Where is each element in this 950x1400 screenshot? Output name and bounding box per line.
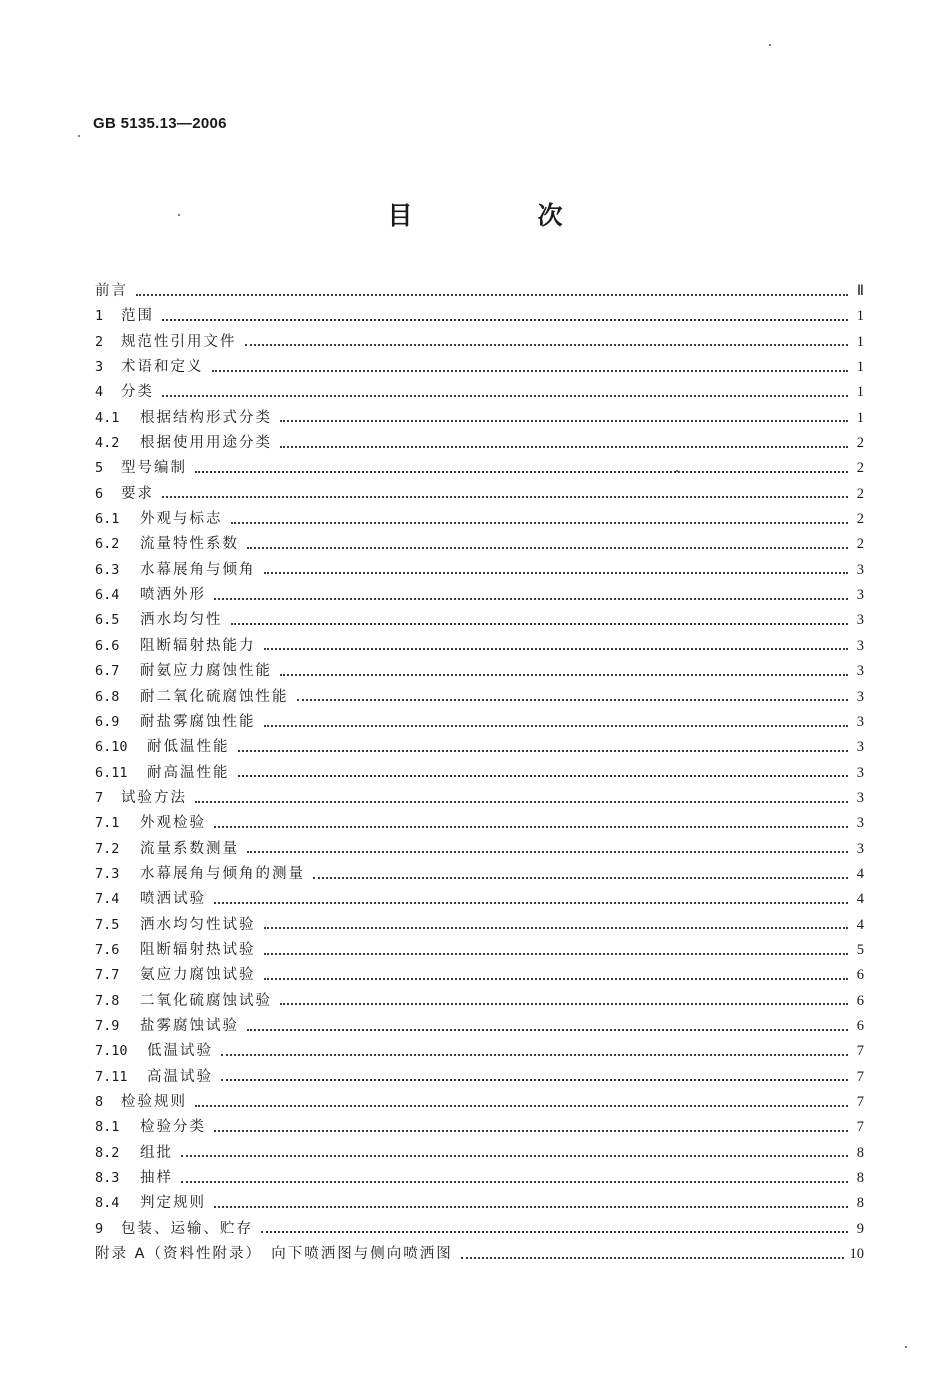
toc-entry-number: 6.1 (95, 511, 120, 528)
toc-entry-label: 喷洒外形 (140, 587, 206, 604)
toc-dot-leader (162, 395, 848, 397)
toc-entry-page: 3 (856, 815, 864, 832)
toc-entry-page: 2 (856, 536, 864, 553)
toc-entry-number: 7 (95, 789, 104, 806)
toc-entry-page: 8 (856, 1195, 864, 1212)
toc-entry-label: 抽样 (140, 1170, 173, 1187)
toc-entry[interactable] (95, 1191, 864, 1216)
toc-entry-label: 试验方法 (121, 789, 187, 806)
toc-entry-label: 耐盐雾腐蚀性能 (140, 713, 256, 730)
toc-entry-page: 1 (856, 384, 864, 401)
toc-dot-leader (214, 1130, 848, 1132)
toc-dot-leader (162, 496, 848, 498)
toc-entry-page: 3 (856, 561, 864, 578)
toc-entry-page: 10 (849, 1246, 864, 1263)
toc-entry-number: 4.1 (95, 409, 120, 426)
toc-entry[interactable] (95, 1141, 864, 1166)
scan-speck (676, 470, 678, 472)
toc-entry-page: 6 (856, 992, 864, 1009)
toc-dot-leader (280, 446, 848, 448)
toc-entry-label: 阻断辐射热试验 (140, 941, 256, 958)
toc-entry-page: 3 (856, 840, 864, 857)
toc-entry-number: 7.5 (95, 916, 120, 933)
toc-entry-page: 7 (856, 1043, 864, 1060)
toc-entry-label: 二氧化硫腐蚀试验 (140, 992, 272, 1009)
toc-entry-page: 8 (856, 1144, 864, 1161)
toc-entry-label: 喷洒试验 (140, 891, 206, 908)
toc-entry-label: 盐雾腐蚀试验 (140, 1017, 239, 1034)
toc-dot-leader (238, 750, 849, 752)
toc-entry[interactable] (95, 786, 864, 811)
toc-dot-leader (181, 1155, 848, 1157)
toc-dot-leader (264, 725, 849, 727)
toc-dot-leader (238, 775, 849, 777)
toc-entry-label: 耐高温性能 (147, 764, 230, 781)
toc-entry-label: 外观检验 (140, 815, 206, 832)
toc-dot-leader (264, 953, 849, 955)
toc-entry-page: 5 (856, 941, 864, 958)
toc-entry-page: 6 (856, 1017, 864, 1034)
toc-entry-number: 9 (95, 1220, 104, 1237)
toc-entry-number: 6.11 (95, 764, 128, 781)
toc-dot-leader (264, 978, 849, 980)
toc-entry[interactable] (95, 1014, 864, 1039)
toc-entry-page: 2 (856, 435, 864, 452)
toc-entry[interactable] (95, 558, 864, 583)
toc-entry-page: 3 (856, 587, 864, 604)
toc-dot-leader (247, 1029, 848, 1031)
toc-dot-leader (221, 1054, 848, 1056)
toc-entry-page: 1 (856, 409, 864, 426)
toc-entry-label: 低温试验 (147, 1043, 213, 1060)
toc-entry[interactable] (95, 279, 864, 304)
toc-entry-label: 耐氨应力腐蚀性能 (140, 663, 272, 680)
toc-entry-label: 耐低温性能 (147, 739, 230, 756)
toc-entry[interactable] (95, 685, 864, 710)
toc-entry-number: 7.9 (95, 1017, 120, 1034)
toc-entry-number: 6.8 (95, 688, 120, 705)
toc-dot-leader (280, 420, 848, 422)
toc-entry-label: 高温试验 (147, 1068, 213, 1085)
toc-dot-leader (214, 598, 848, 600)
toc-entry-page: 3 (856, 764, 864, 781)
toc-entry-page: 3 (856, 713, 864, 730)
toc-entry-page: 7 (856, 1068, 864, 1085)
toc-dot-leader (231, 623, 849, 625)
toc-entry[interactable] (95, 1242, 864, 1267)
toc-entry-label: 外观与标志 (140, 511, 223, 528)
toc-entry-number: 7.2 (95, 840, 120, 857)
toc-entry-label: 要求 (121, 485, 154, 502)
toc-entry-page: 4 (856, 891, 864, 908)
toc-entry[interactable] (95, 583, 864, 608)
toc-entry-label: 水幕展角与倾角的测量 (140, 865, 305, 882)
scan-speck (178, 214, 180, 216)
toc-dot-leader (247, 851, 848, 853)
toc-entry[interactable] (95, 482, 864, 507)
scan-speck (905, 1346, 907, 1348)
toc-entry-page: 3 (856, 663, 864, 680)
toc-entry[interactable] (95, 710, 864, 735)
toc-dot-leader (264, 927, 849, 929)
toc-entry[interactable] (95, 761, 864, 786)
toc-entry-page: 8 (856, 1170, 864, 1187)
toc-entry[interactable] (95, 355, 864, 380)
toc-entry-label: 根据结构形式分类 (140, 409, 272, 426)
toc-entry-number: 7.11 (95, 1068, 128, 1085)
toc-entry-number: 8.3 (95, 1170, 120, 1187)
toc-entry-page: 3 (856, 637, 864, 654)
toc-dot-leader (280, 1003, 848, 1005)
toc-entry-label: 流量系数测量 (140, 840, 239, 857)
toc-dot-leader (247, 547, 848, 549)
toc-entry-number: 7.3 (95, 865, 120, 882)
toc-entry[interactable] (95, 634, 864, 659)
toc-entry-number: 1 (95, 308, 104, 325)
toc-entry-page: 3 (856, 739, 864, 756)
toc-entry-label: 附录 A（资料性附录） 向下喷洒图与侧向喷洒图 (95, 1246, 453, 1263)
toc-entry-label: 判定规则 (140, 1195, 206, 1212)
toc-entry-number: 2 (95, 333, 104, 350)
toc-entry[interactable] (95, 1217, 864, 1242)
toc-entry[interactable] (95, 989, 864, 1014)
toc-entry-label: 阻断辐射热能力 (140, 637, 256, 654)
toc-dot-leader (162, 319, 848, 321)
toc-entry-number: 5 (95, 460, 104, 477)
toc-entry-label: 根据使用用途分类 (140, 435, 272, 452)
toc-entry-number: 7.10 (95, 1043, 128, 1060)
toc-entry[interactable] (95, 938, 864, 963)
toc-entry-label: 范围 (121, 308, 154, 325)
toc-entry[interactable] (95, 913, 864, 938)
toc-entry-number: 7.6 (95, 941, 120, 958)
toc-dot-leader (212, 370, 849, 372)
toc-entry-label: 水幕展角与倾角 (140, 561, 256, 578)
toc-dot-leader (231, 522, 849, 524)
toc-entry-number: 6.4 (95, 587, 120, 604)
toc-entry-number: 6.2 (95, 536, 120, 553)
toc-entry[interactable] (95, 1039, 864, 1064)
toc-dot-leader (264, 648, 849, 650)
toc-entry-page: 1 (856, 333, 864, 350)
toc-entry-number: 7.1 (95, 815, 120, 832)
toc-entry-label: 组批 (140, 1144, 173, 1161)
toc-dot-leader (195, 471, 848, 473)
toc-dot-leader (195, 1105, 848, 1107)
toc-entry-label: 洒水均匀性 (140, 612, 223, 629)
toc-entry-page: 3 (856, 688, 864, 705)
toc-entry-label: 流量特性系数 (140, 536, 239, 553)
toc-entry[interactable] (95, 837, 864, 862)
toc-entry-page: 3 (856, 612, 864, 629)
toc-entry-number: 6.3 (95, 561, 120, 578)
toc-entry-number: 6.6 (95, 637, 120, 654)
toc-entry-number: 4.2 (95, 435, 120, 452)
toc-entry-number: 8 (95, 1094, 104, 1110)
toc-dot-leader (461, 1257, 844, 1259)
toc-entry-page: 4 (856, 865, 864, 882)
toc-entry-page: 1 (856, 308, 864, 325)
toc-entry[interactable] (95, 887, 864, 912)
toc-entry-number: 3 (95, 359, 104, 376)
toc-entry-number: 6.9 (95, 713, 120, 730)
toc-dot-leader (245, 344, 849, 346)
toc-entry[interactable] (95, 811, 864, 836)
toc-dot-leader (261, 1231, 848, 1233)
toc-entry[interactable] (95, 1115, 864, 1140)
toc-entry[interactable] (95, 608, 864, 633)
toc-entry[interactable] (95, 1090, 864, 1115)
toc-entry-label: 术语和定义 (121, 359, 204, 376)
toc-dot-leader (195, 801, 848, 803)
toc-entry[interactable] (95, 380, 864, 405)
toc-entry[interactable] (95, 862, 864, 887)
toc-entry[interactable] (95, 406, 864, 431)
toc-entry-label: 包装、运输、贮存 (121, 1220, 253, 1237)
toc-entry[interactable] (95, 532, 864, 557)
toc-entry[interactable] (95, 304, 864, 329)
toc-entry-page: Ⅱ (856, 283, 864, 299)
toc-entry[interactable] (95, 456, 864, 481)
toc-title: 目 次 (387, 201, 613, 230)
toc-entry-page: 4 (856, 916, 864, 933)
toc-entry-label: 检验规则 (121, 1094, 187, 1110)
toc-entry-number: 8.4 (95, 1195, 120, 1212)
toc-dot-leader (221, 1079, 848, 1081)
toc-dot-leader (280, 674, 848, 676)
toc-entry-page: 3 (856, 789, 864, 806)
toc-entry[interactable] (95, 735, 864, 760)
toc-entry-page: 7 (856, 1094, 864, 1110)
toc-entry-page: 2 (856, 485, 864, 502)
toc-entry-number: 7.4 (95, 891, 120, 908)
toc-entry[interactable] (95, 1166, 864, 1191)
toc-entry[interactable] (95, 963, 864, 988)
toc-dot-leader (214, 902, 848, 904)
toc-dot-leader (136, 294, 848, 296)
toc-entry-number: 4 (95, 384, 104, 401)
toc-entry[interactable] (95, 431, 864, 456)
toc-entry-label: 前言 (95, 283, 128, 299)
toc-entry-page: 7 (856, 1119, 864, 1136)
scan-speck (769, 44, 771, 46)
toc-dot-leader (297, 699, 849, 701)
document-code: GB 5135.13—2006 (93, 115, 227, 132)
toc-entry-label: 耐二氧化硫腐蚀性能 (140, 688, 289, 705)
toc-entry[interactable] (95, 507, 864, 532)
toc-entry-page: 1 (856, 359, 864, 376)
toc-entry-number: 6.10 (95, 739, 128, 756)
toc-entry-number: 6.7 (95, 663, 120, 680)
toc-dot-leader (264, 572, 849, 574)
toc-entry-label: 洒水均匀性试验 (140, 916, 256, 933)
toc-entry-number: 8.2 (95, 1144, 120, 1161)
toc-entry-label: 型号编制 (121, 460, 187, 477)
toc-entry-number: 7.7 (95, 967, 120, 984)
toc-dot-leader (313, 877, 848, 879)
toc-entry-page: 6 (856, 967, 864, 984)
toc-entry[interactable] (95, 1065, 864, 1090)
toc-entry-number: 6.5 (95, 612, 120, 629)
toc-entry-page: 9 (856, 1220, 864, 1237)
toc-entry-number: 6 (95, 485, 104, 502)
toc-entry-page: 2 (856, 511, 864, 528)
scan-speck (78, 135, 80, 137)
toc-entry[interactable] (95, 659, 864, 684)
toc-dot-leader (214, 826, 848, 828)
toc-entry-label: 分类 (121, 384, 154, 401)
toc-entry-label: 氨应力腐蚀试验 (140, 967, 256, 984)
toc-entry-number: 7.8 (95, 992, 120, 1009)
toc-entry-label: 规范性引用文件 (121, 333, 237, 350)
toc-dot-leader (181, 1181, 848, 1183)
table-of-contents (95, 279, 864, 1267)
toc-dot-leader (214, 1206, 848, 1208)
toc-entry[interactable] (95, 330, 864, 355)
toc-entry-label: 检验分类 (140, 1119, 206, 1136)
toc-entry-number: 8.1 (95, 1119, 120, 1136)
toc-entry-page: 2 (856, 460, 864, 477)
